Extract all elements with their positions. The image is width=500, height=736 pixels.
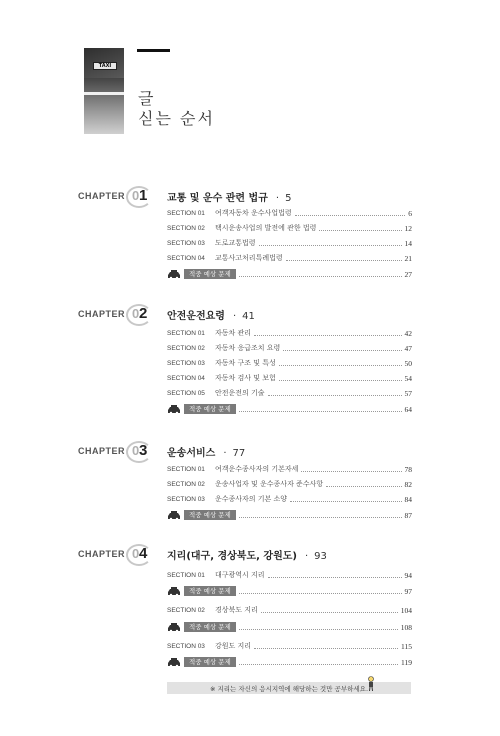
badge-digit: 2 [139,305,148,322]
section-number: SECTION 03 [167,239,205,247]
quiz-label: 적중 예상 문제 [184,657,236,667]
section-page: 42 [404,328,412,338]
section-page: 104 [400,605,412,615]
section-name: 여객운수종사자의 기본자세 [215,465,299,473]
leader-dots [319,225,401,231]
quiz-page: 87 [404,510,412,520]
badge-zero: 0 [132,306,140,321]
leader-dots [239,588,402,594]
quiz-label: 적중 예상 문제 [184,510,236,520]
section-number: SECTION 04 [167,374,205,382]
chapter-number-badge [126,186,154,208]
section-page: 94 [404,570,412,580]
section-page: 84 [404,494,412,504]
badge-digit: 1 [139,187,148,204]
chapter-title-text: 운송서비스 [167,448,216,459]
quiz-row[interactable] [167,509,412,521]
toc-row[interactable] [167,640,412,652]
toc-row[interactable] [167,252,412,264]
leader-dots [290,496,401,502]
quiz-row[interactable] [167,403,412,415]
leader-dots [301,466,401,472]
section-name: 강원도 지리 [215,642,252,650]
toc-row[interactable] [167,342,412,354]
chapter-page: 77 [232,448,246,459]
badge-zero: 0 [132,546,140,561]
taxi-car-icon [167,511,181,520]
toc-row[interactable] [167,387,412,399]
chapter-label: CHAPTER [78,549,126,559]
toc-row[interactable] [167,222,412,234]
chapter-title-text: 교통 및 운수 관련 법규 [167,193,268,204]
section-number: SECTION 03 [167,359,205,367]
section-name: 대구광역시 지리 [215,571,265,579]
badge-digit: 4 [139,545,148,562]
section-page: 82 [404,479,412,489]
chapter-label: CHAPTER [78,446,126,456]
section-name: 교통사고처리특례법령 [215,254,283,262]
section-name: 택시운송사업의 발전에 관한 법령 [215,224,317,232]
quiz-label: 적중 예상 문제 [184,586,236,596]
section-number: SECTION 02 [167,344,205,352]
section-name: 자동차 구조 및 특성 [215,359,276,367]
quiz-label: 적중 예상 문제 [184,622,236,632]
toc-row[interactable] [167,493,412,505]
section-number: SECTION 03 [167,495,205,503]
chapter-label: CHAPTER [78,191,126,201]
chapter-page: 5 [285,193,292,204]
person-figure-icon [367,676,375,692]
toc-row[interactable] [167,569,412,581]
quiz-row[interactable] [167,268,412,280]
section-page: 78 [404,464,412,474]
badge-zero: 0 [132,443,140,458]
taxi-sign: TAXI [93,62,117,70]
toc-row[interactable] [167,237,412,249]
leader-dots [239,406,402,412]
chapter-page: 93 [314,551,327,562]
leader-dots [239,271,402,277]
title-accent-bar [137,49,170,52]
badge-digit: 3 [139,442,148,459]
leader-dots [254,643,398,649]
chapter-number-badge [126,304,154,326]
quiz-page: 119 [401,657,412,667]
taxi-car-icon [167,405,181,414]
quiz-label: 적중 예상 문제 [184,404,236,414]
taxi-roof [84,78,124,134]
section-page: 21 [404,253,412,263]
leader-dots [239,624,398,630]
section-name: 자동차 관리 [215,329,252,337]
taxi-car-icon [167,658,181,667]
toc-row[interactable] [167,372,412,384]
quiz-label: 적중 예상 문제 [184,269,236,279]
toc-row[interactable] [167,327,412,339]
leader-dots [259,240,402,246]
chapter-number-badge [126,544,154,566]
badge-zero: 0 [132,188,140,203]
section-page: 14 [404,238,412,248]
toc-row[interactable] [167,207,412,219]
chapter-title[interactable]: 안전운전요령 · 41 [167,311,255,322]
leader-dots [239,659,398,665]
quiz-row[interactable] [167,585,412,597]
chapter-label: CHAPTER [78,309,126,319]
section-number: SECTION 04 [167,254,205,262]
section-number: SECTION 01 [167,465,205,473]
leader-dots [239,512,402,518]
section-name: 도로교통법령 [215,239,256,247]
section-page: 47 [404,343,412,353]
leader-dots [295,210,406,216]
taxi-car-icon [167,270,181,279]
section-page: 54 [404,373,412,383]
chapter-number-badge [126,441,154,463]
leader-dots [326,481,401,487]
section-number: SECTION 01 [167,571,205,579]
page-title-line1: 글 [138,89,154,108]
chapter-title[interactable]: 운송서비스 · 77 [167,448,246,459]
chapter-title[interactable]: 지리(대구, 경상북도, 강원도) · 93 [167,551,327,562]
taxi-photo [84,48,124,134]
toc-row[interactable] [167,478,412,490]
section-name: 운수종사자의 기본 소양 [215,495,288,503]
leader-dots [261,607,398,613]
section-page: 115 [401,641,412,651]
section-number: SECTION 02 [167,224,205,232]
leader-dots [254,330,401,336]
section-page: 12 [404,223,412,233]
taxi-car-icon [167,587,181,596]
section-number: SECTION 03 [167,642,205,650]
section-number: SECTION 02 [167,606,205,614]
page-title-line2: 싣는 순서 [138,109,215,128]
leader-dots [286,255,402,261]
chapter-page: 41 [242,311,255,322]
section-name: 경상북도 지리 [215,606,258,614]
leader-dots [268,572,402,578]
chapter-title-text: 안전운전요령 [167,311,225,322]
quiz-row[interactable] [167,621,412,633]
chapter-title[interactable]: 교통 및 운수 관련 법규 · 5 [167,193,292,204]
taxi-car-icon [167,623,181,632]
section-page: 57 [404,388,412,398]
taxi-stripe [84,92,124,95]
toc-row[interactable] [167,357,412,369]
study-note-text: ※ 지리는 자신의 응시지역에 해당하는 것만 공부하세요. [209,684,369,693]
quiz-page: 97 [404,586,412,596]
section-number: SECTION 01 [167,329,205,337]
toc-row[interactable] [167,604,412,616]
leader-dots [283,345,401,351]
section-number: SECTION 05 [167,389,205,397]
toc-row[interactable] [167,463,412,475]
section-number: SECTION 01 [167,209,205,217]
quiz-page: 108 [400,622,412,632]
quiz-row[interactable] [167,656,412,668]
section-name: 안전운전의 기술 [215,389,265,397]
section-page: 6 [408,208,412,218]
chapter-title-text: 지리(대구, 경상북도, 강원도) [167,551,297,562]
quiz-page: 64 [404,404,412,414]
section-name: 여객자동차 운수사업법령 [215,209,292,217]
section-name: 운송사업자 및 운수종사자 준수사항 [215,480,324,488]
leader-dots [279,375,402,381]
leader-dots [279,360,402,366]
study-note [167,682,411,694]
section-page: 50 [404,358,412,368]
section-name: 자동차 검사 및 보험 [215,374,276,382]
section-number: SECTION 02 [167,480,205,488]
leader-dots [268,390,402,396]
quiz-page: 27 [404,269,412,279]
section-name: 자동차 응급조치 요령 [215,344,281,352]
